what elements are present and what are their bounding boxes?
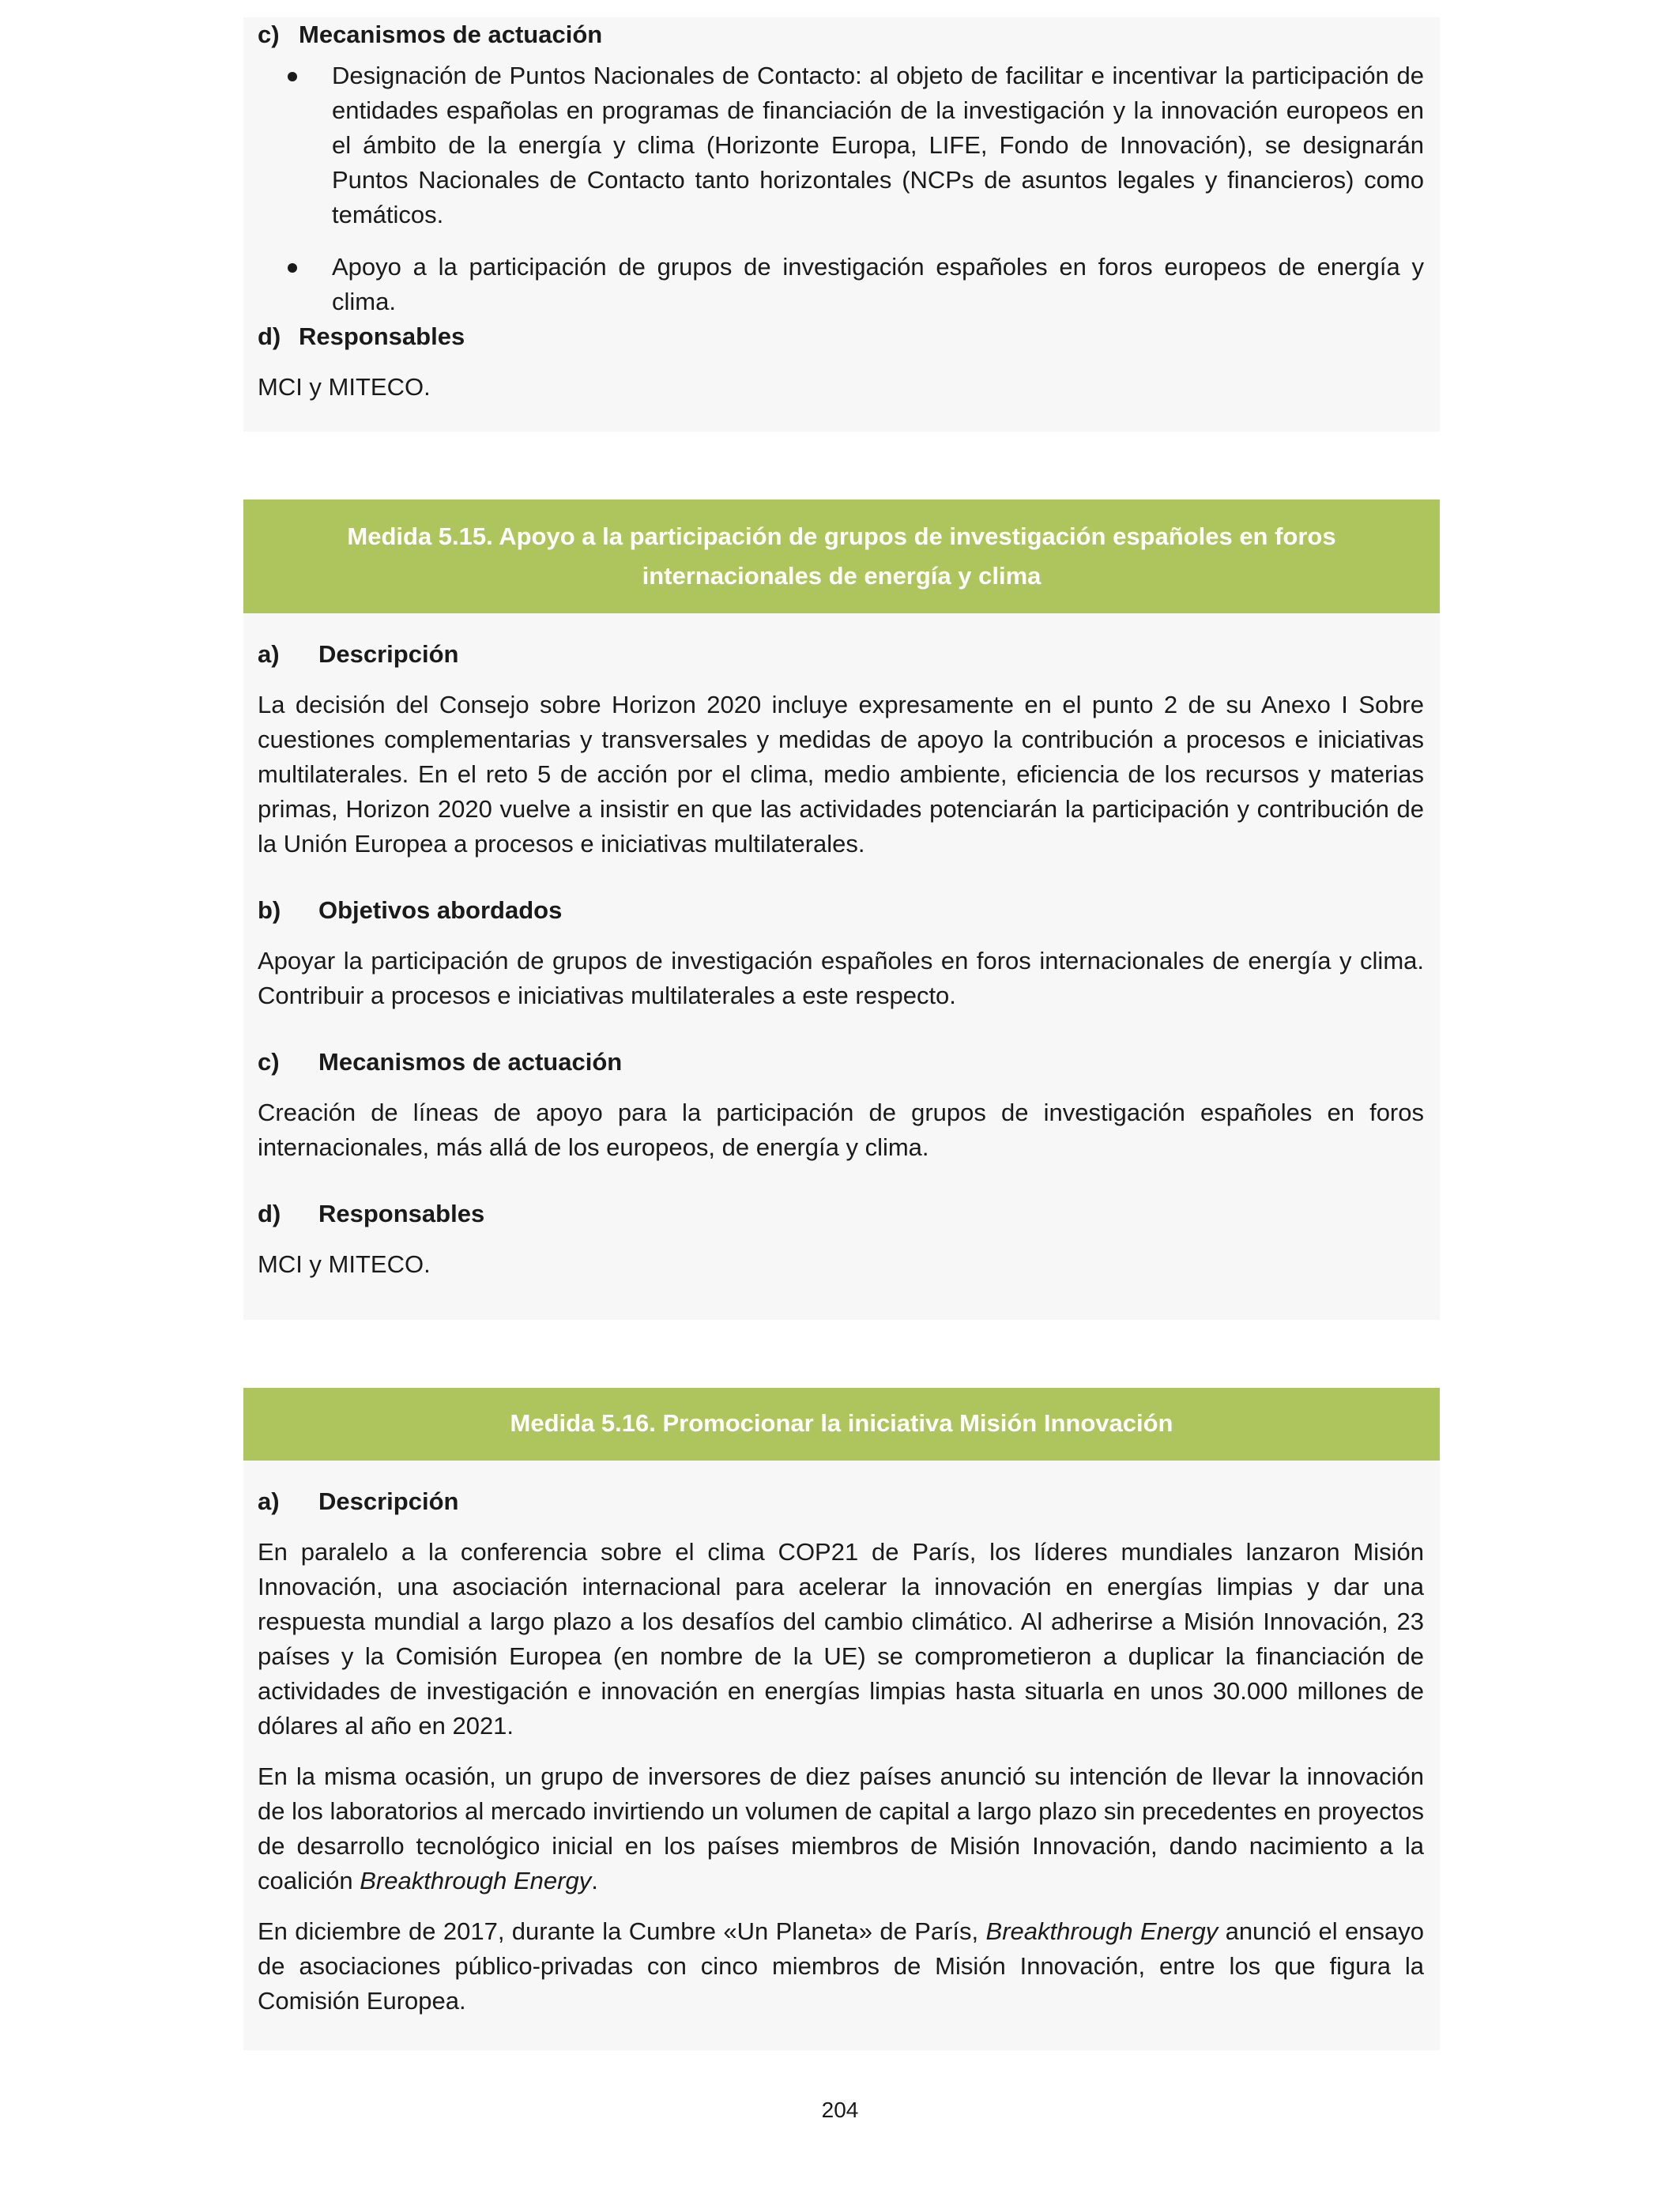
heading-mecanismos bbox=[243, 17, 1424, 52]
heading-descripcion bbox=[258, 637, 1424, 672]
heading-text: Mecanismos de actuación bbox=[299, 21, 603, 48]
heading-responsables bbox=[258, 1197, 1424, 1231]
objetivos-text: Apoyar la participación de grupos de investigación españoles en foros internacionales de energía y clima. Contribuir a procesos e iniciativas multilaterales a este respecto. bbox=[258, 947, 1424, 1009]
descripcion-paragraph-1: En paralelo a la conferencia sobre el clima COP21 de París, los líderes mundiales lanzaron Misión Innovación, una asociación internacional para acelerar la innovación en energías limpias y dar una respuesta mundial a largo plazo a los desafíos del cambio climático. Al adherirse a Misión Innovación, 23 países y la Comisión Europea (en nombre de la UE) se comprometieron a duplicar la financiación de actividades de investigación e innovación en energías limpias hasta situarla en unos 30.000 millones de dólares al año en 2021. bbox=[258, 1538, 1424, 1740]
heading-descripcion bbox=[258, 1484, 1424, 1519]
medida-515-title: Medida 5.15. Apoyo a la participación de grupos de investigación españoles en foros internacionales de energía y clima bbox=[243, 499, 1440, 613]
list-item-text: Apoyo a la participación de grupos de investigación españoles en foros europeos de energía y clima. bbox=[332, 253, 1424, 315]
descripcion-paragraph-3 bbox=[258, 1914, 1424, 2019]
heading-objetivos bbox=[258, 893, 1424, 928]
medida-515-panel bbox=[243, 499, 1440, 1320]
heading-text: Mecanismos de actuación bbox=[318, 1048, 623, 1076]
responsables-text: MCI y MITECO. bbox=[258, 373, 431, 401]
heading-text: Descripción bbox=[318, 1487, 459, 1515]
list-item bbox=[258, 58, 1424, 232]
heading-letter: a) bbox=[258, 640, 280, 668]
descripcion-paragraph-2 bbox=[258, 1759, 1424, 1898]
medida-516-panel bbox=[243, 1388, 1440, 2050]
heading-mecanismos bbox=[258, 1045, 1424, 1080]
list-item-text: Designación de Puntos Nacionales de Contacto: al objeto de facilitar e incentivar la participación de entidades españolas en programas de financiación de la investigación y la innovación europeos en el ámbito de la energía y clima (Horizonte Europa, LIFE, Fondo de Innovación), se designarán Puntos Nacionales de Contacto tanto horizontales (NCPs de asuntos legales y financieros) como temáticos. bbox=[332, 62, 1424, 228]
heading-text: Objetivos abordados bbox=[318, 896, 563, 924]
heading-text: Descripción bbox=[318, 640, 459, 668]
medida-516-title: Medida 5.16. Promocionar la iniciativa Misión Innovación bbox=[243, 1388, 1440, 1461]
descripcion-text: La decisión del Consejo sobre Horizon 2020 incluye expresamente en el punto 2 de su Anexo I Sobre cuestiones complementarias y transversales y medidas de apoyo la contribución a procesos e iniciativas multilaterales. En el reto 5 de acción por el clima, medio ambiente, eficiencia de los recursos y materias primas, Horizon 2020 vuelve a insistir en que las actividades potenciarán la participación y contribución de la Unión Europea a procesos e iniciativas multilaterales. bbox=[258, 691, 1424, 858]
responsables-text: MCI y MITECO. bbox=[258, 1250, 431, 1278]
paragraph-emphasis: Breakthrough Energy bbox=[985, 1917, 1219, 1945]
page-number: 204 bbox=[821, 2098, 859, 2122]
paragraph-text: En diciembre de 2017, durante la Cumbre «Un Planeta» de París, bbox=[258, 1917, 986, 1945]
heading-letter: b) bbox=[258, 896, 281, 924]
bullet-list bbox=[258, 58, 1424, 319]
heading-text: Responsables bbox=[318, 1200, 485, 1227]
paragraph-emphasis: Breakthrough Energy bbox=[360, 1867, 592, 1894]
paragraph-text: anunció el ensayo de asociaciones público-privadas con cinco miembros de Misión Innovación, entre los que figura la Comisión Europea. bbox=[258, 1917, 1424, 2015]
paragraph-text: En la misma ocasión, un grupo de inversores de diez países anunció su intención de llevar la innovación de los laboratorios al mercado invirtiendo un volumen de capital a largo plazo sin precedentes en proyectos de desarrollo tecnológico inicial en los países miembros de Misión Innovación, dando nacimiento a la coalición bbox=[258, 1762, 1424, 1894]
heading-text: Responsables bbox=[299, 322, 465, 350]
paragraph-text: . bbox=[591, 1867, 598, 1894]
heading-letter: c) bbox=[258, 21, 280, 48]
heading-letter: d) bbox=[258, 1200, 281, 1227]
heading-letter: c) bbox=[258, 1048, 280, 1076]
heading-responsables bbox=[258, 319, 1424, 354]
bullet-icon bbox=[288, 72, 297, 81]
mecanismos-text: Creación de líneas de apoyo para la participación de grupos de investigación españoles en foros internacionales, más allá de los europeos, de energía y clima. bbox=[258, 1099, 1424, 1161]
previous-measure-panel bbox=[243, 17, 1440, 432]
bullet-icon bbox=[288, 263, 297, 273]
heading-letter: a) bbox=[258, 1487, 280, 1515]
list-item bbox=[258, 250, 1424, 319]
heading-letter: d) bbox=[258, 322, 281, 350]
